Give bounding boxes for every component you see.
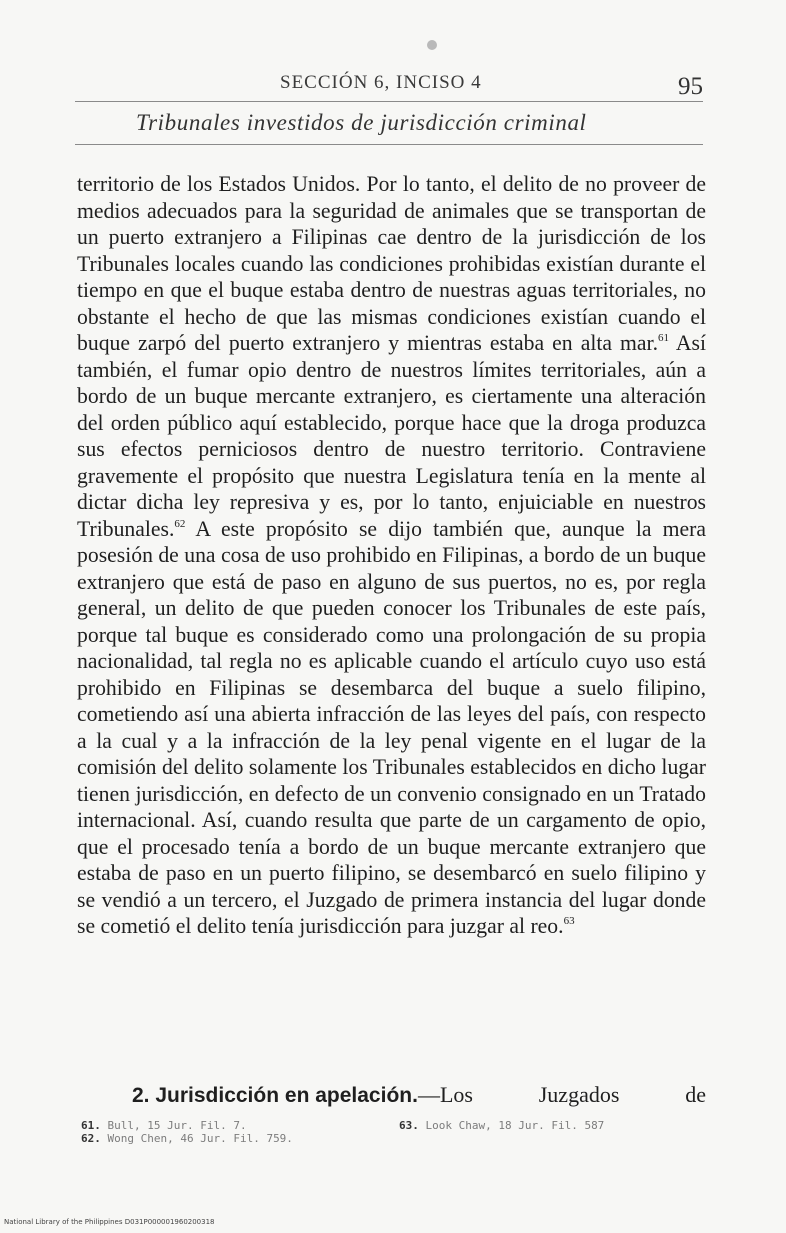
page-subtitle: Tribunales investidos de jurisdicción criminal: [136, 110, 587, 135]
subsection-dash: —: [417, 1082, 440, 1107]
subsection-word-3: de: [685, 1082, 706, 1107]
footnote-63: [399, 1119, 604, 1132]
subsection-heading-line: [132, 1082, 706, 1108]
footnote-ref-62: 62: [174, 517, 186, 530]
section-title: SECCIÓN 6, INCISO 4: [280, 72, 482, 93]
paragraph-part-1: territorio de los Estados Unidos. Por lo tanto, el delito de no proveer de medios adecuados para la seguridad de animales que se transportan de un puerto extranjero a Filipinas cae dentro de la jurisdicción de los Tribunales locales cuando las condiciones prohibidas existían durante el tiempo en que el buque estaba dentro de nuestras aguas territoriales, no obstante el hecho de que las mismas condiciones existían cuando el buque zarpó del puerto extranjero y mientras estaba en alta mar.: [77, 172, 706, 355]
footnote-text: Look Chaw, 18 Jur. Fil. 587: [425, 1119, 605, 1132]
subsection-heading: 2. Jurisdicción en apelación.: [132, 1084, 418, 1107]
library-credit: National Library of the Philippines D031P000001960200318: [4, 1218, 215, 1226]
footnote-number: 63.: [399, 1119, 419, 1132]
paragraph-part-2: Así también, el fumar opio dentro de nuestros límites territoriales, aún a bordo de un buque mercante extranjero, es ciertamente una alteración del orden público aquí establecido, porque hace que la droga produzca sus efectos perniciosos dentro de nuestro territorio. Contraviene gravemente el propósito que nuestra Legislatura tenía en la mente al dictar dicha ley represiva y es, por lo tanto, enjuiciable en nuestros Tribunales.: [77, 331, 707, 541]
page-number: 95: [678, 73, 703, 100]
paragraph-part-3: A este propósito se dijo también que, aunque la mera posesión de una cosa de uso prohibido en Filipinas, a bordo de un buque extranjero que está de paso en alguno de sus puertos, no es, por regla general, un delito de que pueden conocer los Tribunales de este país, porque tal buque es considerado como una prolongación de su propia nacionalidad, tal regla no es aplicable cuando el artículo cuyo uso está prohibido en Filipinas se desembarca del buque a suelo filipino, cometiendo así una abierta infracción de las leyes del país, con respecto a la cual y a la infracción de la ley penal vigente en el lugar de la comisión del delito solamente los Tribunales establecidos en dicho lugar tienen jurisdicción, en defecto de un convenio consignado en un Tratado internacional. Así, cuando resulta que parte de un cargamento de opio, que el procesado tenía a bordo de un buque mercante extranjero que estaba de paso en un puerto filipino, se desembarcó en suelo filipino y se vendió a un tercero, el Juzgado de primera instancia del lugar donde se cometió el delito tenía jurisdicción para juzgar al reo.: [77, 516, 706, 938]
page-header: [75, 38, 711, 158]
footnote-ref-63: 63: [563, 915, 575, 927]
footnote-number: 61.: [81, 1119, 101, 1132]
main-paragraph: [77, 171, 706, 940]
footnotes: [81, 1119, 681, 1155]
footnote-62: [81, 1132, 293, 1145]
footnote-text: Bull, 15 Jur. Fil. 7.: [107, 1119, 247, 1132]
subsection-word-2: Juzgados: [538, 1082, 620, 1107]
subsection-word-1: Los: [439, 1082, 473, 1107]
ornament-mark: [427, 40, 437, 50]
footnote-61: [81, 1119, 247, 1132]
footnote-number: 62.: [81, 1132, 101, 1145]
header-rule-bottom: [75, 144, 703, 145]
header-rule-top: [75, 101, 703, 102]
footnote-text: Wong Chen, 46 Jur. Fil. 759.: [107, 1132, 293, 1145]
footnote-ref-61: 61: [658, 332, 670, 344]
